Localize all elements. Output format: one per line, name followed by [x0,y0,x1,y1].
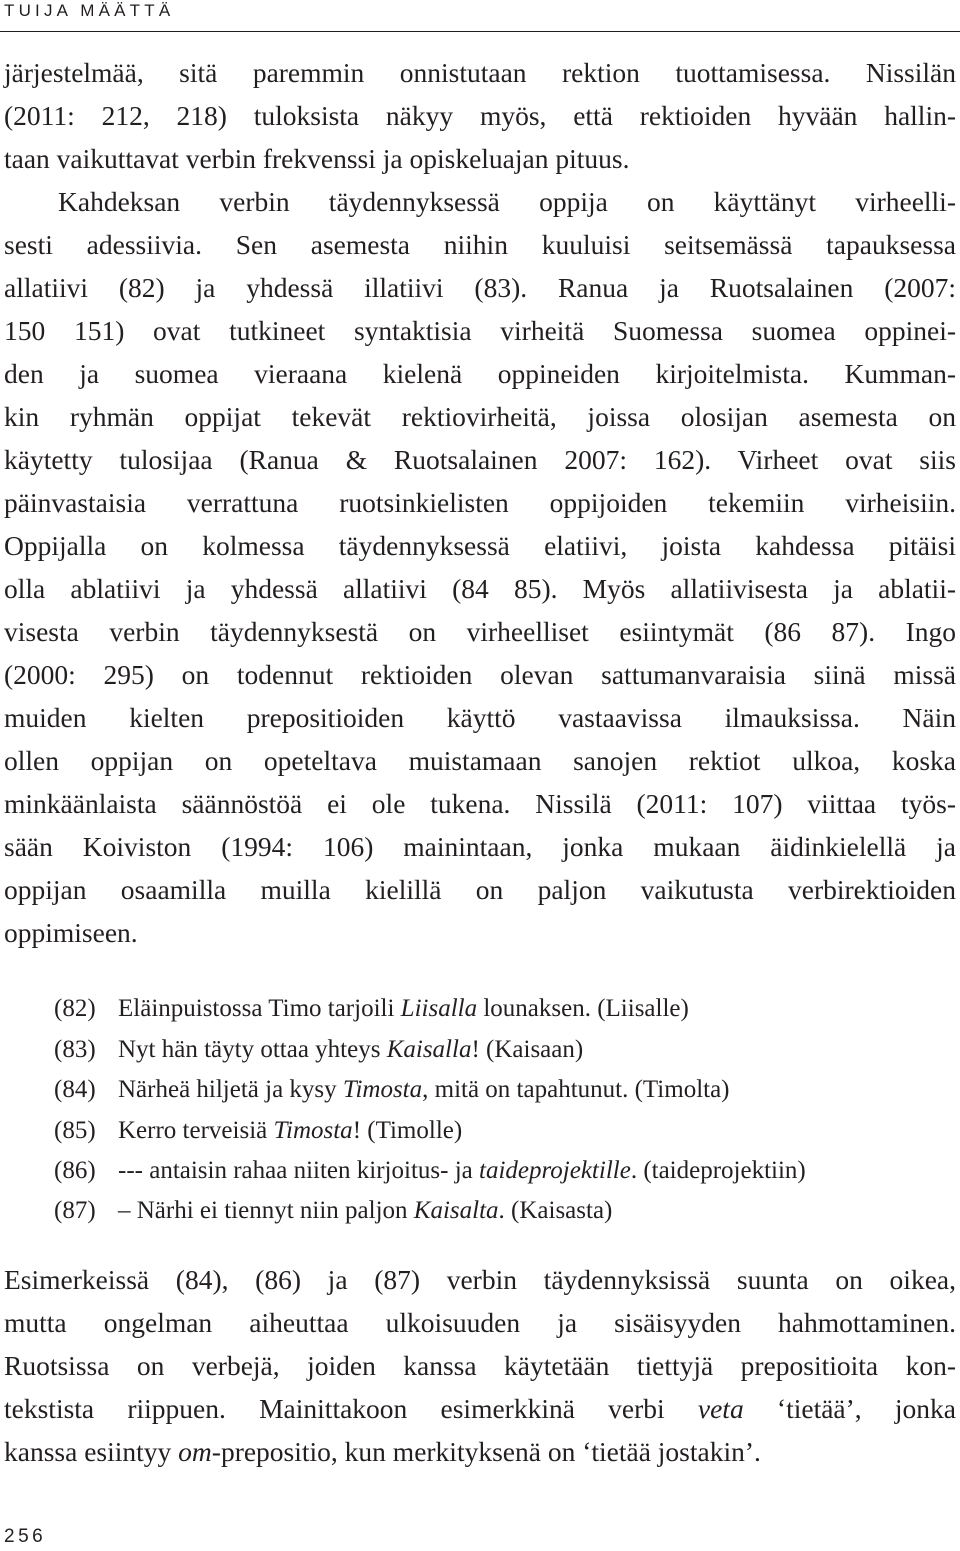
text-line: muiden kielten prepositioiden käyttö vastaavissa ilmauksissa. Näin [4,702,956,733]
running-head: TUIJA MÄÄTTÄ [4,1,175,20]
example-number: (86) [54,1157,96,1184]
text-line: Kahdeksan verbin täydennyksessä oppija on käyttänyt virheelli- [58,186,956,217]
text-line: visesta verbin täydennyksestä on virheelliset esiintymät (86 87). Ingo [4,616,956,647]
example-sentence: – Närhi ei tiennyt niin paljon Kaisalta. (Kaisasta) [118,1197,613,1224]
page-number: 256 [4,1526,47,1547]
text-line: minkäänlaista säännöstöä ei ole tukena. Nissilä (2011: 107) viittaa työs- [4,788,956,819]
text-line: käytetty tulosijaa (Ranua & Ruotsalainen 2007: 162). Virheet ovat siis [4,444,956,475]
text-line: päinvastaisia verrattuna ruotsinkielisten oppijoiden tekemiin virheisiin. [4,487,956,518]
text-line: taan vaikuttavat verbin frekvenssi ja opiskeluajan pituus. [4,143,630,174]
text-line: Esimerkeissä (84), (86) ja (87) verbin täydennyksissä suunta on oikea, [4,1264,956,1295]
example-number: (85) [54,1117,96,1144]
text-line: järjestelmää, sitä paremmin onnistutaan rektion tuottamisessa. Nissilän [4,57,956,88]
header-rule [0,31,960,32]
text-line: mutta ongelman aiheuttaa ulkoisuuden ja sisäisyyden hahmottaminen. [4,1307,956,1338]
text-line: Ruotsissa on verbejä, joiden kanssa käytetään tiettyjä prepositioita kon- [4,1350,956,1381]
example-number: (87) [54,1197,96,1224]
text-line: sään Koiviston (1994: 106) mainintaan, jonka mukaan äidinkielellä ja [4,831,956,862]
text-line: 150 151) ovat tutkineet syntaktisia virheitä Suomessa suomea oppinei- [4,315,956,346]
text-line: oppijan osaamilla muilla kielillä on paljon vaikutusta verbirektioiden [4,874,956,905]
example-number: (84) [54,1076,96,1103]
text-line: kanssa esiintyy om-prepositio, kun merkityksenä on ‘tietää jostakin’. [4,1436,761,1467]
text-line: sesti adessiivia. Sen asemesta niihin kuuluisi seitsemässä tapauksessa [4,229,956,260]
text-line: tekstista riippuen. Mainittakoon esimerkkinä verbi veta ‘tietää’, jonka [4,1393,956,1424]
text-line: ollen oppijan on opeteltava muistamaan sanojen rektiot ulkoa, koska [4,745,956,776]
example-number: (82) [54,995,96,1022]
text-line: kin ryhmän oppijat tekevät rektiovirheitä, joissa olosijan asemesta on [4,401,956,432]
text-line: (2000: 295) on todennut rektioiden olevan sattumanvaraisia siinä missä [4,659,956,690]
example-sentence: --- antaisin rahaa niiten kirjoitus- ja taideprojektille. (taideprojektiin) [118,1157,806,1184]
example-sentence: Eläinpuistossa Timo tarjoili Liisalla lounaksen. (Liisalle) [118,995,689,1022]
text-line: oppimiseen. [4,917,138,948]
text-line: allatiivi (82) ja yhdessä illatiivi (83). Ranua ja Ruotsalainen (2007: [4,272,956,303]
text-line: den ja suomea vieraana kielenä oppineiden kirjoitelmista. Kumman- [4,358,956,389]
example-sentence: Kerro terveisiä Timosta! (Timolle) [118,1117,463,1144]
text-line: (2011: 212, 218) tuloksista näkyy myös, että rektioiden hyvään hallin- [4,100,956,131]
example-sentence: Närheä hiljetä ja kysy Timosta, mitä on tapahtunut. (Timolta) [118,1076,730,1103]
example-sentence: Nyt hän täyty ottaa yhteys Kaisalla! (Kaisaan) [118,1036,584,1063]
text-line: olla ablatiivi ja yhdessä allatiivi (84 85). Myös allatiivisesta ja ablatii- [4,573,956,604]
example-number: (83) [54,1036,96,1063]
text-line: Oppijalla on kolmessa täydennyksessä elatiivi, joista kahdessa pitäisi [4,530,956,561]
